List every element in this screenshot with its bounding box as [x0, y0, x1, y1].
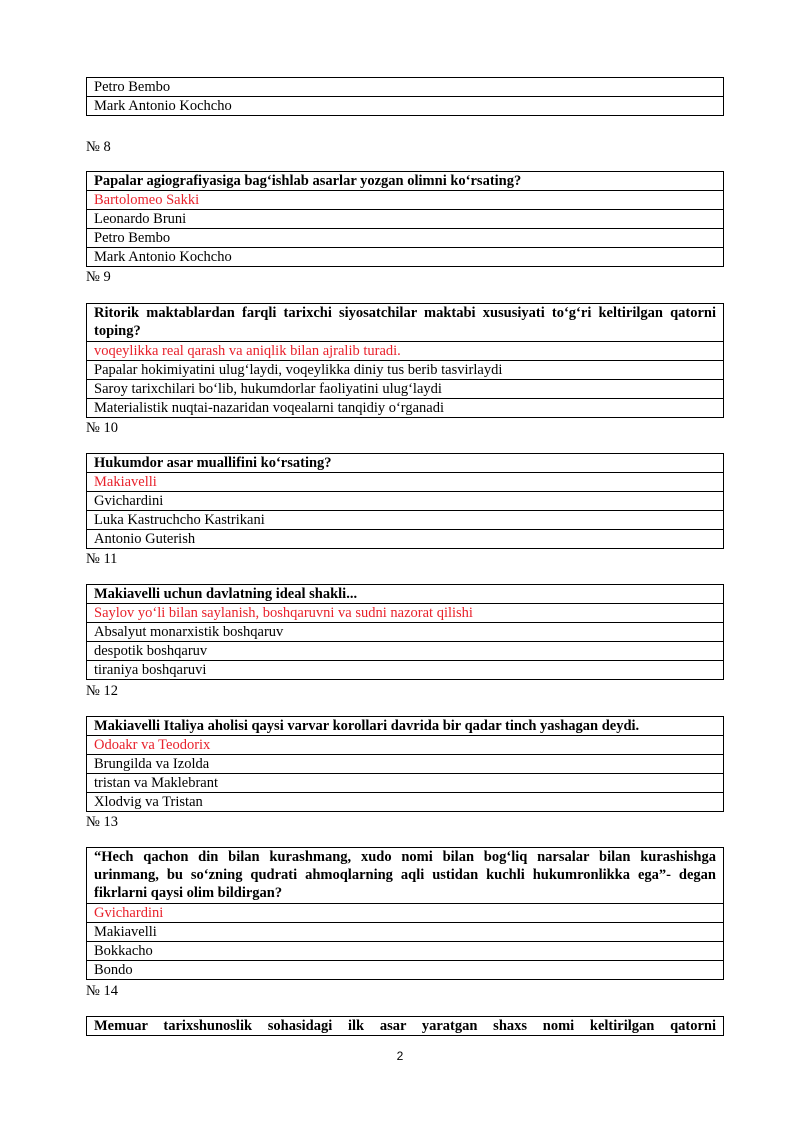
page-number: 2: [396, 1049, 404, 1063]
option: Mark Antonio Kochcho: [87, 97, 724, 116]
option: Xlodvig va Tristan: [87, 793, 724, 812]
question-text: Papalar agiografiyasiga bag‘ishlab asarlar yozgan olimni ko‘rsating?: [87, 172, 724, 191]
option: Bokkacho: [87, 942, 724, 961]
option: Makiavelli: [87, 923, 724, 942]
question-number: № 12: [86, 683, 118, 699]
option: Leonardo Bruni: [87, 210, 724, 229]
option: Papalar hokimiyatini ulug‘laydi, voqeylikka diniy tus berib tasvirlaydi: [87, 361, 724, 380]
question-10-table: [86, 453, 724, 549]
option: Brungilda va Izolda: [87, 755, 724, 774]
question-11-table: [86, 584, 724, 680]
correct-option: Gvichardini: [87, 904, 724, 923]
question-7-options-table: [86, 77, 724, 116]
question-number: № 11: [86, 551, 118, 567]
correct-option: Saylov yo‘li bilan saylanish, boshqaruvni va sudni nazorat qilishi: [87, 604, 724, 623]
question-number: № 8: [86, 139, 111, 155]
option: Absalyut monarxistik boshqaruv: [87, 623, 724, 642]
question-text: “Hech qachon din bilan kurashmang, xudo nomi bilan bog‘liq narsalar bilan kurashishga urinmang, bu so‘zning qudrati ahmoqlarning aqli ustidan kuchli hukumronlikka ega”- degan fikrlarni qaysi olim bildirgan?: [87, 848, 724, 904]
option: Petro Bembo: [87, 78, 724, 97]
question-text: Hukumdor asar muallifini ko‘rsating?: [87, 454, 724, 473]
option: Saroy tarixchilari bo‘lib, hukumdorlar faoliyatini ulug‘laydi: [87, 380, 724, 399]
question-13-table: [86, 847, 724, 980]
question-number: № 13: [86, 814, 118, 830]
option: Mark Antonio Kochcho: [87, 248, 724, 267]
option: despotik boshqaruv: [87, 642, 724, 661]
question-number: № 9: [86, 269, 111, 285]
question-9-table: [86, 303, 724, 418]
option: Petro Bembo: [87, 229, 724, 248]
option: Luka Kastruchcho Kastrikani: [87, 511, 724, 530]
question-12-table: [86, 716, 724, 812]
question-14-table: [86, 1016, 724, 1036]
option: tristan va Maklebrant: [87, 774, 724, 793]
question-text: Memuar tarixshunoslik sohasidagi ilk asar yaratgan shaxs nomi keltirilgan qatorni: [87, 1017, 724, 1036]
correct-option: Bartolomeo Sakki: [87, 191, 724, 210]
option: Bondo: [87, 961, 724, 980]
correct-option: Makiavelli: [87, 473, 724, 492]
option: Gvichardini: [87, 492, 724, 511]
option: Materialistik nuqtai-nazaridan voqealarni tanqidiy o‘rganadi: [87, 399, 724, 418]
question-8-table: [86, 171, 724, 267]
option: Antonio Guterish: [87, 530, 724, 549]
option: tiraniya boshqaruvi: [87, 661, 724, 680]
question-text: Makiavelli Italiya aholisi qaysi varvar korollari davrida bir qadar tinch yashagan deydi.: [87, 717, 724, 736]
question-number: № 10: [86, 420, 118, 436]
question-text: Makiavelli uchun davlatning ideal shakli...: [87, 585, 724, 604]
question-number: № 14: [86, 983, 118, 999]
correct-option: Odoakr va Teodorix: [87, 736, 724, 755]
correct-option: voqeylikka real qarash va aniqlik bilan ajralib turadi.: [87, 342, 724, 361]
question-text: Ritorik maktablardan farqli tarixchi siyosatchilar maktabi xususiyati to‘g‘ri keltirilgan qatorni toping?: [87, 304, 724, 342]
